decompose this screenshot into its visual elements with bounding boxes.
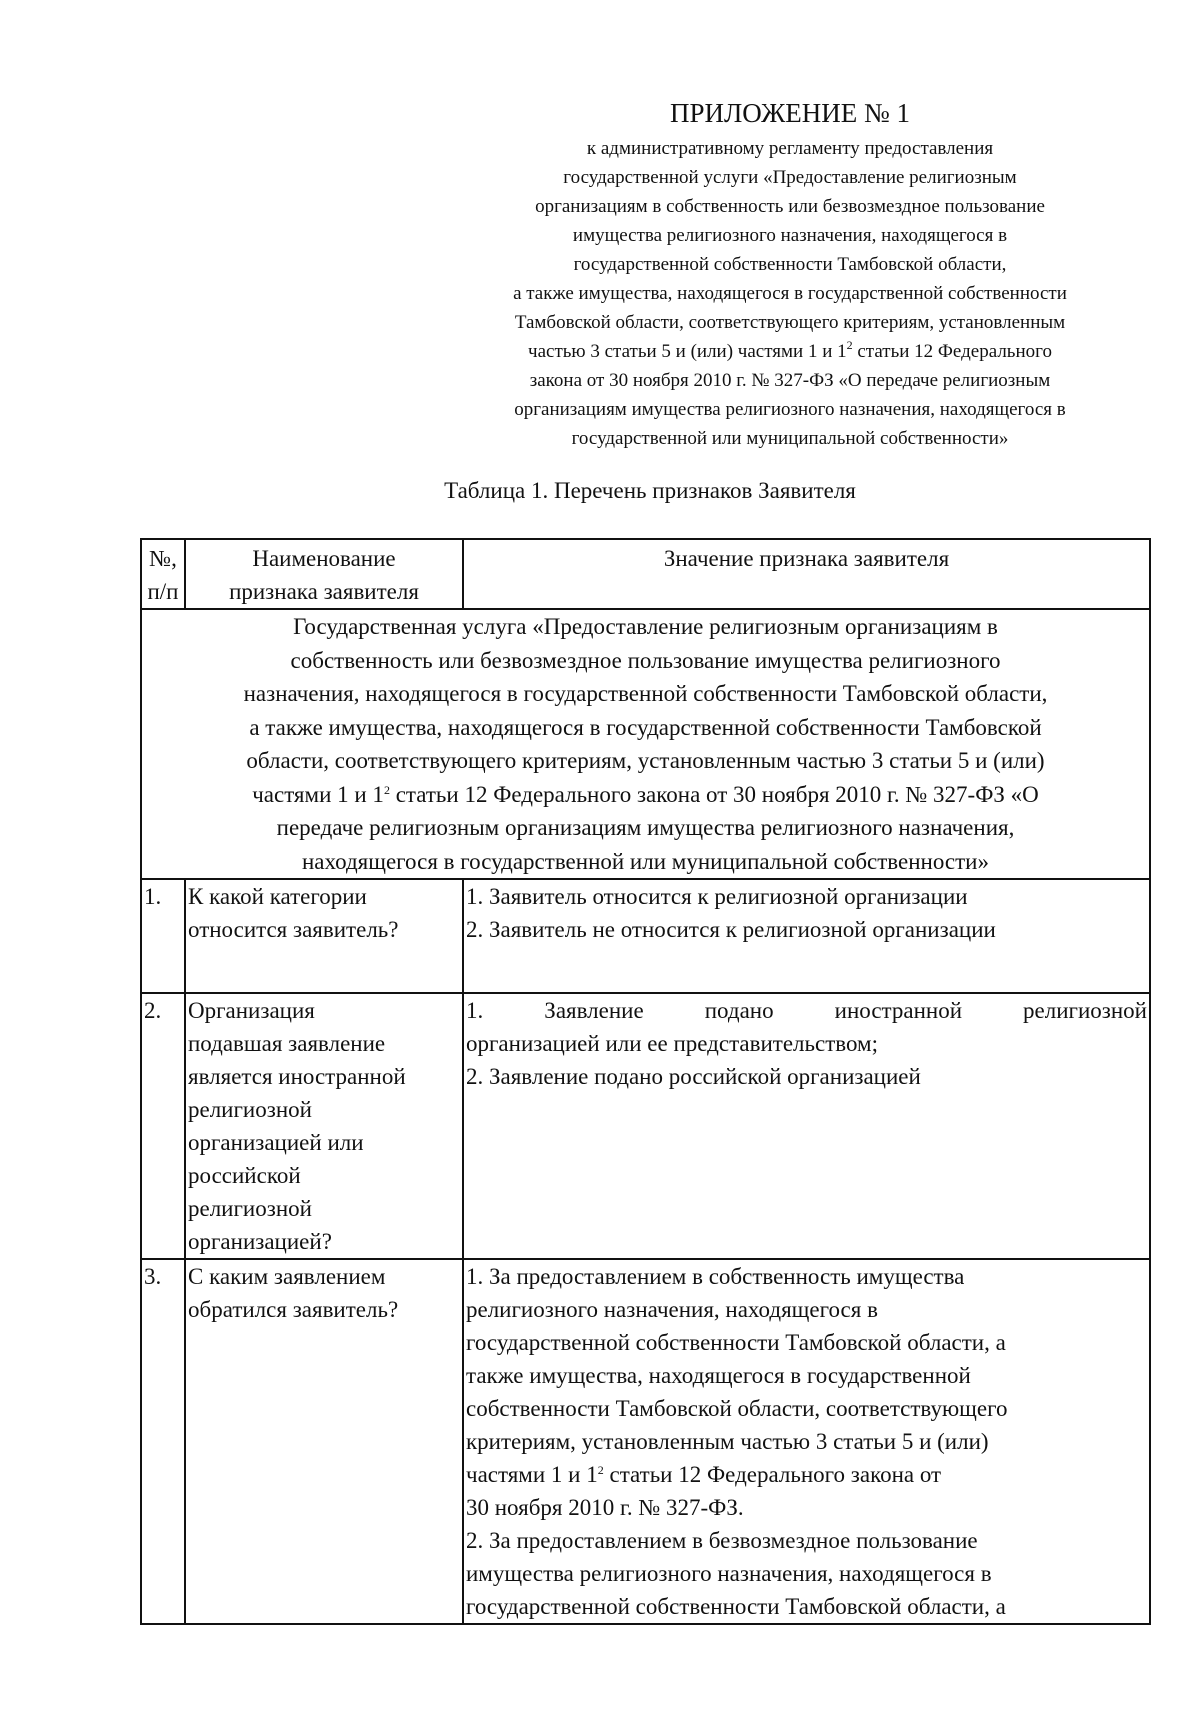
row-num: 2. (141, 993, 185, 1259)
appendix-line: имущества религиозного назначения, находящегося в (572, 225, 1008, 246)
appendix-line (430, 337, 1150, 366)
row-num: 3. (141, 1259, 185, 1624)
row-value: 1. Заявитель относится к религиозной организации 2. Заявитель не относится к религиозной организации (463, 879, 1150, 993)
service-text-post: статьи 12 Федерального закона от 30 ноября 2010 г. № 327-ФЗ «О передаче религиозным организациям имущества религиозного назначения, находящегося в государственной или муниципальной собственности» (276, 781, 1039, 874)
row-value-superscript: 2 (597, 1463, 604, 1477)
service-text-pre: Государственная услуга «Предоставление религиозным организациям в собственность или безвозмездное пользование имущества религиозного назначения, находящегося в государственной собственности Тамбовской области, а также имущества, находящегося в государственной собственности Тамбовской области, соответствующего критериям, установленным частью 3 статьи 5 и (или) частями 1 и 1 (243, 614, 1048, 807)
row-name: Организация подавшая заявление является иностранной религиозной организацией или российской религиозной организацией? (185, 993, 463, 1259)
row-name: К какой категории относится заявитель? (185, 879, 463, 993)
appendix-line: государственной собственности Тамбовской области, (573, 254, 1007, 275)
table-row (141, 993, 1150, 1259)
row-value (463, 1259, 1150, 1624)
appendix-line-post: статьи 12 Федерального (852, 341, 1052, 362)
service-row (141, 609, 1150, 879)
table-row (141, 1259, 1150, 1624)
appendix-line: организациям в собственность или безвозмездное пользование (535, 196, 1045, 217)
appendix-line-pre: частью 3 статьи 5 и (или) частями 1 и 1 (528, 341, 847, 362)
row-name: С каким заявлением обратился заявитель? (185, 1259, 463, 1624)
row-value-rest: организацией или ее представительством; 2. Заявление подано российской организацией (466, 1031, 921, 1089)
header-num: №, п/п (141, 539, 185, 609)
appendix-line: Тамбовской области, соответствующего критериям, установленным (514, 312, 1066, 333)
header-value: Значение признака заявителя (463, 539, 1150, 609)
appendix-title: ПРИЛОЖЕНИЕ № 1 (669, 98, 911, 128)
table-row (141, 879, 1150, 993)
row-value-pre: 1. За предоставлением в собственность имущества религиозного назначения, находящегося в государственной собственности Тамбовской области, а также имущества, находящегося в государственной собственности Тамбовской области, соответствующего критериям, установленным частью 3 статьи 5 и (или) частями 1 и 1 (466, 1264, 1008, 1487)
appendix-header (430, 96, 1150, 453)
appendix-line: к административному регламенту предоставления (586, 138, 994, 159)
table-title: Таблица 1. Перечень признаков Заявителя (444, 478, 856, 503)
appendix-line: государственной услуги «Предоставление религиозным (563, 167, 1017, 188)
appendix-line: государственной или муниципальной собственности» (571, 428, 1009, 449)
appendix-superscript: 2 (846, 338, 853, 352)
row-value-post: статьи 12 Федерального закона от 30 ноября 2010 г. № 327-ФЗ. 2. За предоставлением в безвозмездное пользование имущества религиозного назначения, находящегося в государственной собственности Тамбовской области, а (466, 1462, 1006, 1619)
header-name: Наименование признака заявителя (185, 539, 463, 609)
row-value (463, 993, 1150, 1259)
row-value-justified: 1. Заявление подано иностранной религиозной (466, 998, 1147, 1023)
appendix-line: организациям имущества религиозного назначения, находящегося в (514, 399, 1066, 420)
applicant-criteria-table (140, 538, 1151, 1625)
appendix-line: закона от 30 ноября 2010 г. № 327-ФЗ «О передаче религиозным (529, 370, 1051, 391)
service-cell (141, 609, 1150, 879)
service-superscript: 2 (383, 782, 390, 797)
row-num: 1. (141, 879, 185, 993)
appendix-line: а также имущества, находящегося в государственной собственности (513, 283, 1067, 304)
table-header-row (141, 539, 1150, 609)
